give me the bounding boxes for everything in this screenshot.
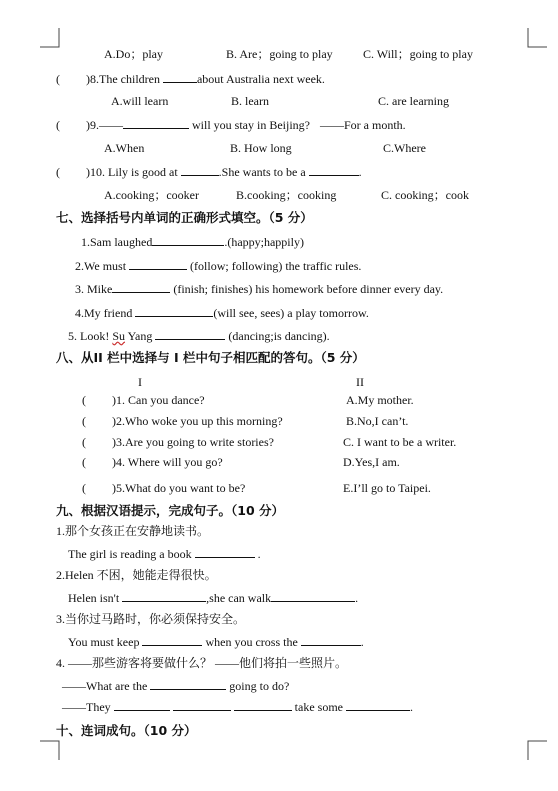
blank[interactable] <box>309 164 359 176</box>
q8-option-b: B. learn <box>231 94 269 108</box>
s9-chinese-2: 2.Helen 不困，她能走得很快。 <box>56 568 217 582</box>
column-i-heading: I <box>138 375 142 389</box>
s8-paren-5: ( <box>82 481 86 495</box>
s8-paren-4: ( <box>82 455 86 469</box>
s8-paren-2: ( <box>82 414 86 428</box>
s9-english-3: You must keep when you cross the . <box>68 635 364 649</box>
blank[interactable] <box>301 634 361 646</box>
q9-option-c: C.Where <box>383 141 426 155</box>
crop-mark-bottom-left <box>40 740 60 760</box>
s7-item-2: 2.We must (follow; following) the traffic rules. <box>75 259 362 273</box>
s8-question-4: )4. Where will you go? <box>112 455 223 469</box>
s8-question-5: )5.What do you want to be? <box>112 481 246 495</box>
blank[interactable] <box>123 117 189 129</box>
s8-answer-a: A.My mother. <box>346 393 414 407</box>
crop-mark-top-right <box>527 28 547 48</box>
s8-question-1: )1. Can you dance? <box>112 393 205 407</box>
answer-paren: ( <box>56 72 60 86</box>
blank[interactable] <box>234 699 292 711</box>
s8-answer-b: B.No,I can’t. <box>346 414 409 428</box>
s9-chinese-1: 1.那个女孩正在安静地读书。 <box>56 524 210 538</box>
blank[interactable] <box>346 699 410 711</box>
s7-item-1: 1.Sam laughed .(happy;happily) <box>81 235 304 249</box>
s9-chinese-4: 4. ——那些游客将要做什么？ ——他们将拍一些照片。 <box>56 656 348 670</box>
s8-question-2: )2.Who woke you up this morning? <box>112 414 283 428</box>
s8-question-3: )3.Are you going to write stories? <box>112 435 274 449</box>
s9-chinese-3: 3.当你过马路时，你必须保持安全。 <box>56 612 246 626</box>
blank[interactable] <box>150 678 226 690</box>
s9-english-4a: ——What are the going to do? <box>62 679 290 693</box>
q8-option-a: A.will learn <box>111 94 169 108</box>
s8-paren-1: ( <box>82 393 86 407</box>
blank[interactable] <box>122 590 206 602</box>
q10-option-a: A.cooking；cooker <box>104 188 199 202</box>
blank[interactable] <box>271 590 355 602</box>
blank[interactable] <box>129 258 187 270</box>
column-ii-heading: II <box>356 375 364 389</box>
s9-english-2: Helen isn't ,she can walk . <box>68 591 359 605</box>
q9-question: ( )9.—— will you stay in Beijing? ——For a month. <box>56 118 406 132</box>
q9-option-b: B. How long <box>230 141 292 155</box>
q8-question: ( )8.The children about Australia next week. <box>56 72 325 86</box>
s8-answer-c: C. I want to be a writer. <box>343 435 457 449</box>
blank[interactable] <box>155 328 225 340</box>
section-8-title: 八、从II 栏中选择与 I 栏中句子相匹配的答句。（5 分） <box>56 350 365 365</box>
q10-option-c: C. cooking；cook <box>381 188 469 202</box>
s7-item-4: 4.My friend (will see, sees) a play tomorrow. <box>75 306 369 320</box>
q7-option-b: B. Are；going to play <box>226 47 333 61</box>
blank[interactable] <box>135 305 213 317</box>
s8-answer-e: E.I’ll go to Taipei. <box>343 481 431 495</box>
q7-option-c: C. Will；going to play <box>363 47 473 61</box>
q7-option-a: A.Do；play <box>104 47 163 61</box>
q10-question: ( )10. Lily is good at .She wants to be a . <box>56 165 362 179</box>
s7-item-5: 5. Look! Su Yang (dancing;is dancing). <box>68 329 330 343</box>
blank[interactable] <box>173 699 231 711</box>
blank[interactable] <box>163 71 197 83</box>
s9-english-4b: ——They take some . <box>62 700 413 714</box>
s9-english-1: The girl is reading a book . <box>68 547 261 561</box>
blank[interactable] <box>114 699 170 711</box>
section-10-title: 十、连词成句。（10 分） <box>56 723 197 738</box>
crop-mark-top-left <box>40 28 60 48</box>
section-9-title: 九、根据汉语提示，完成句子。（10 分） <box>56 503 284 518</box>
crop-mark-bottom-right <box>527 740 547 760</box>
blank[interactable] <box>112 281 170 293</box>
blank[interactable] <box>152 234 224 246</box>
blank[interactable] <box>142 634 202 646</box>
s8-answer-d: D.Yes,I am. <box>343 455 400 469</box>
q9-option-a: A.When <box>104 141 145 155</box>
s8-paren-3: ( <box>82 435 86 449</box>
q10-option-b: B.cooking；cooking <box>236 188 337 202</box>
s7-item-3: 3. Mike (finish; finishes) his homework before dinner every day. <box>75 282 444 296</box>
section-7-title: 七、选择括号内单词的正确形式填空。（5 分） <box>56 210 313 225</box>
q8-option-c: C. are learning <box>378 94 449 108</box>
blank[interactable] <box>181 164 219 176</box>
blank[interactable] <box>195 546 255 558</box>
